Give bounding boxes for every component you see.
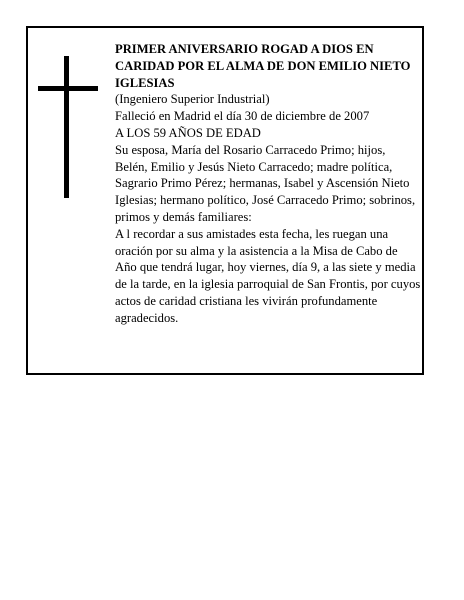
cross-icon (38, 56, 98, 198)
profession-line: (Ingeniero Superior Industrial) (115, 92, 270, 107)
notice-heading: PRIMER ANIVERSARIO ROGAD A DIOS EN CARIDAD POR EL ALMA DE DON EMILIO NIETO IGLESIAS (115, 42, 411, 90)
request-paragraph: A l recordar a sus amistades esta fecha, les ruegan una oración por su alma y la asistencia a la Misa de Cabo de Año que tendrá lugar, hoy viernes, día 9, a las siete y media de la tarde, en la iglesia parroquial de San Frontis, por cuyos actos de caridad cristiana les vivirán profundamente agradecidos. (115, 226, 421, 325)
family-paragraph: Su esposa, María del Rosario Carracedo Primo; hijos, Belén, Emilio y Jesús Nieto Carracedo; madre política, Sagrario Primo Pérez; hermanas, Isabel y Ascensión Nieto Iglesias; hermano político, José Carracedo Primo; sobrinos, primos y demás familiares: (115, 142, 416, 224)
notice-text (115, 41, 421, 327)
death-date-line: Falleció en Madrid el día 30 de diciembre de 2007 (115, 109, 370, 124)
obituary-notice (26, 26, 424, 375)
cross-horizontal-bar (38, 86, 98, 91)
age-line: A LOS 59 AÑOS DE EDAD (115, 125, 261, 140)
cross-vertical-bar (64, 56, 69, 198)
